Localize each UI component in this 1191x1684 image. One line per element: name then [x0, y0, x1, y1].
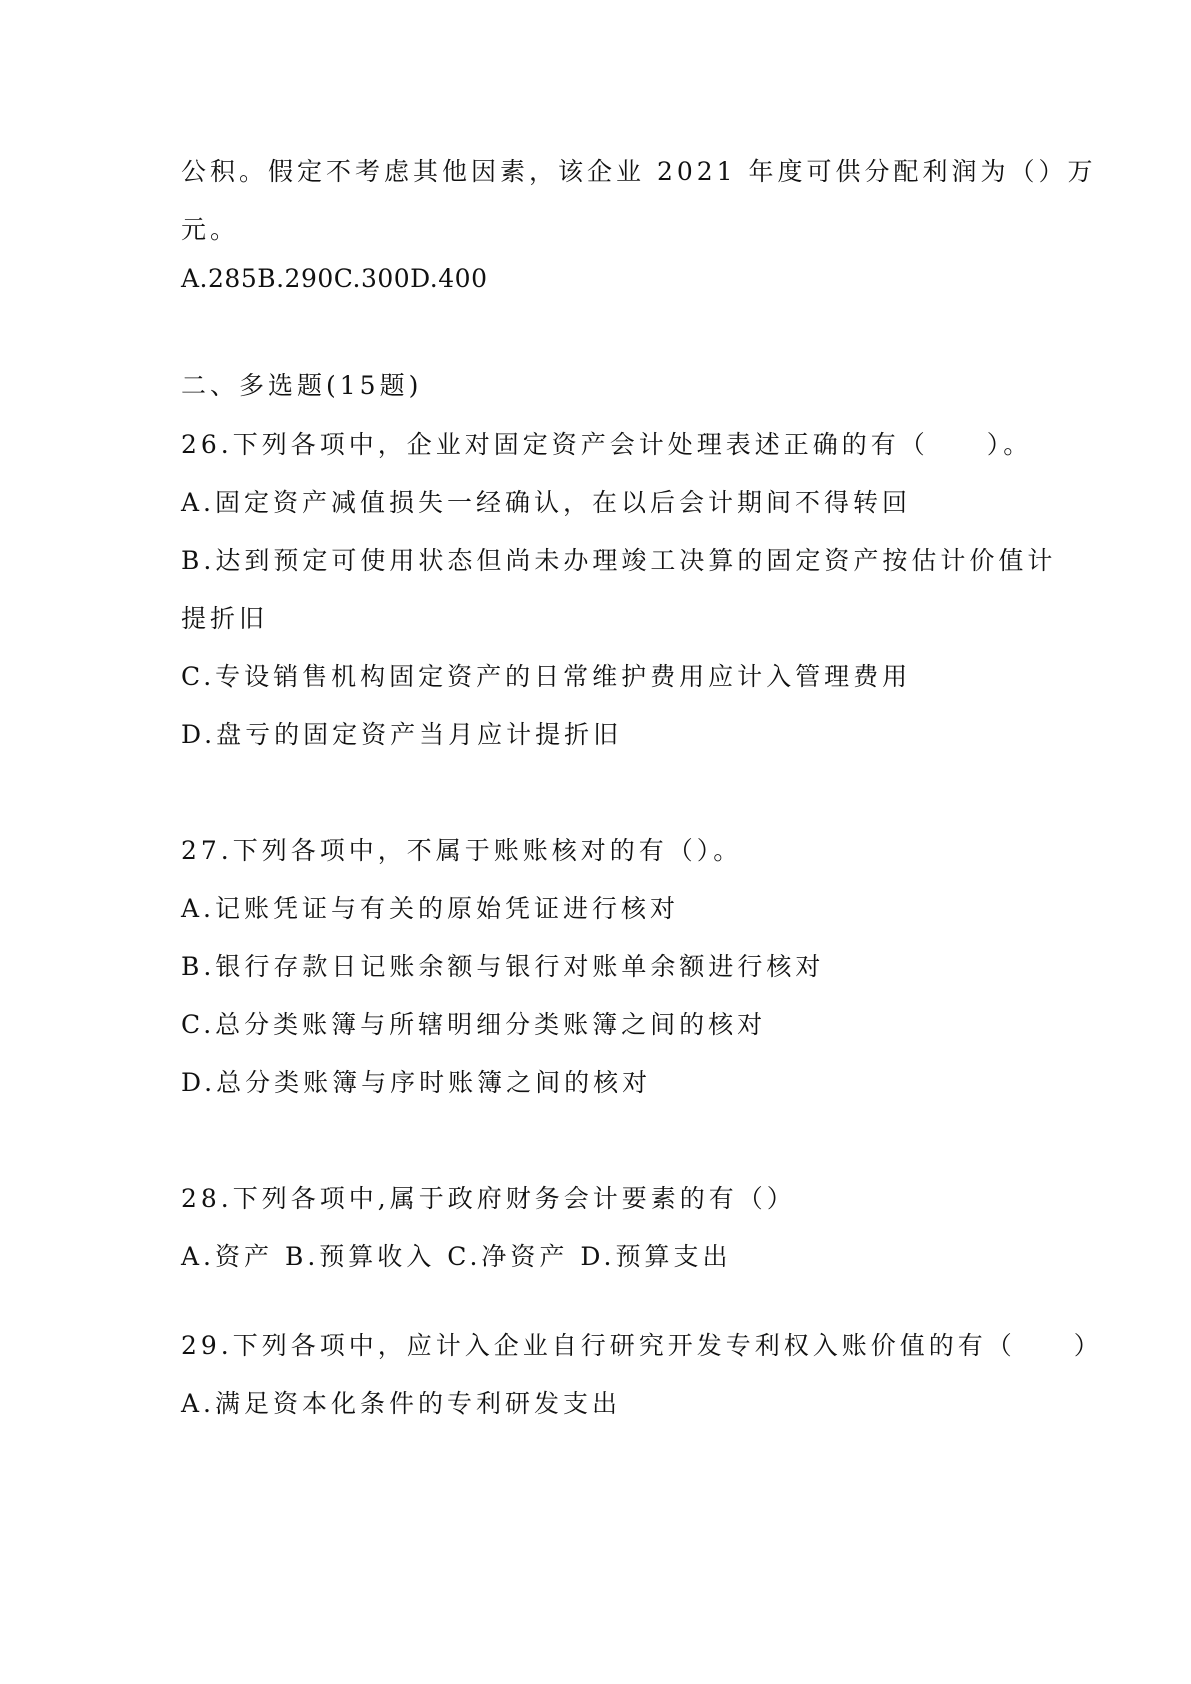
q25-continuation-line-2: 元。 [181, 215, 240, 244]
q28-options: A.资产 B.预算收入 C.净资产 D.预算支出 [181, 1242, 732, 1271]
q29-option-a: A.满足资本化条件的专利研发支出 [181, 1389, 622, 1418]
q26-option-d: D.盘亏的固定资产当月应计提折旧 [181, 720, 623, 749]
section-heading: 二、多选题(15题) [181, 371, 423, 400]
q26-option-a: A.固定资产减值损失一经确认，在以后会计期间不得转回 [181, 488, 912, 517]
q26-option-b-line-1: B.达到预定可使用状态但尚未办理竣工决算的固定资产按估计价值计 [181, 546, 1057, 575]
q25-continuation-line-1: 公积。假定不考虑其他因素，该企业 2021 年度可供分配利润为（）万 [181, 157, 1097, 186]
q28-stem: 28.下列各项中,属于政府财务会计要素的有（） [181, 1184, 796, 1213]
q26-option-c: C.专设销售机构固定资产的日常维护费用应计入管理费用 [181, 662, 912, 691]
q27-option-a: A.记账凭证与有关的原始凭证进行核对 [181, 894, 680, 923]
q26-option-b-line-2: 提折旧 [181, 604, 269, 633]
q25-options: A.285B.290C.300D.400 [181, 264, 488, 293]
q27-option-b: B.银行存款日记账余额与银行对账单余额进行核对 [181, 952, 825, 981]
q27-option-d: D.总分类账簿与序时账簿之间的核对 [181, 1068, 652, 1097]
q29-stem: 29.下列各项中，应计入企业自行研究开发专利权入账价值的有（ ） [181, 1331, 1103, 1360]
q27-stem: 27.下列各项中，不属于账账核对的有（）。 [181, 836, 743, 865]
q27-option-c: C.总分类账簿与所辖明细分类账簿之间的核对 [181, 1010, 767, 1039]
q26-stem: 26.下列各项中，企业对固定资产会计处理表述正确的有（ ）。 [181, 430, 1033, 459]
